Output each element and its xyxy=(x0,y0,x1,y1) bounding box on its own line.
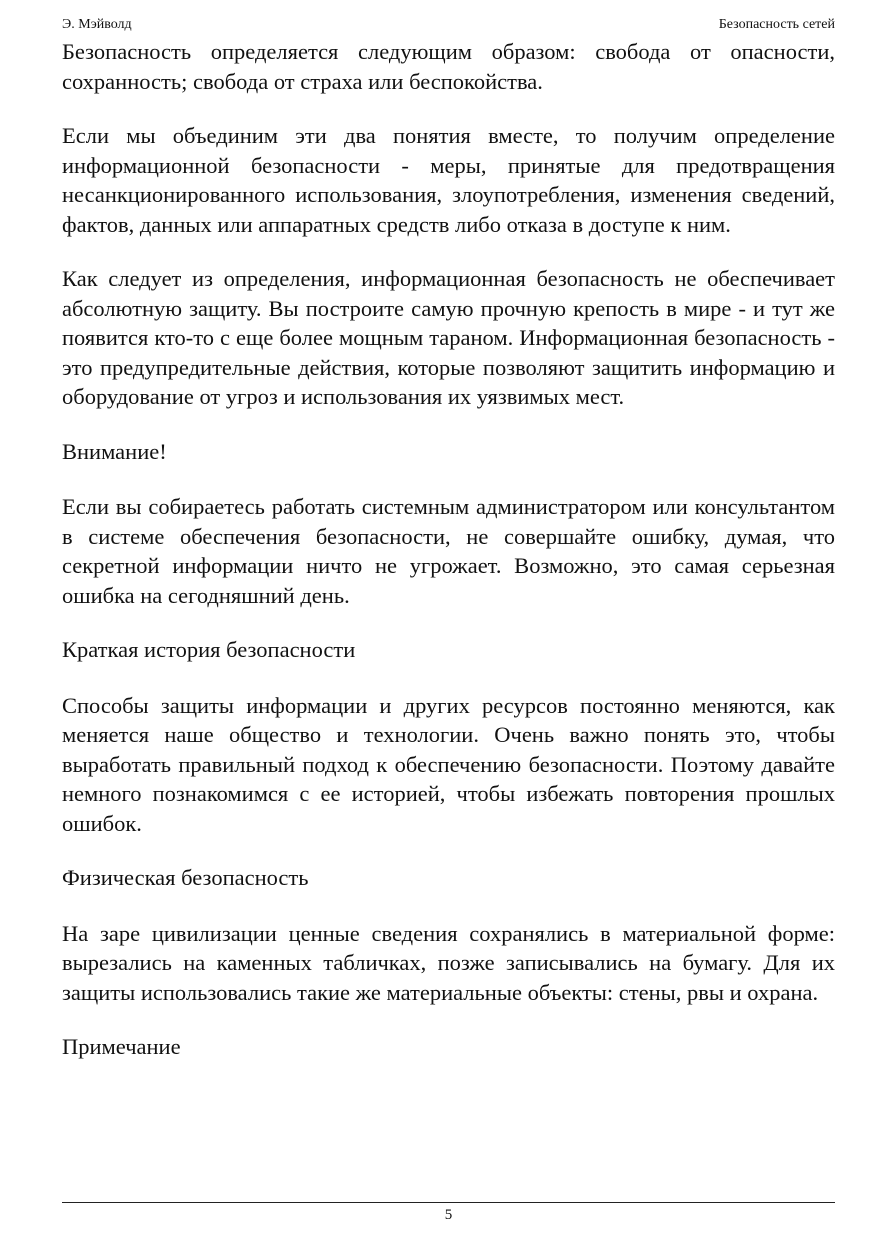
paragraph-infosec-definition: Если мы объединим эти два понятия вместе, то получим определение информационной безопасности - меры, принятые для предотвращения несанкционированного использования, злоупотребления, изменения сведений, фактов, данных или аппаратных средств либо отказа в доступе к ним. xyxy=(62,123,835,237)
paragraph-no-absolute-protection: Как следует из определения, информационная безопасность не обеспечивает абсолютную защиту. Вы построите самую прочную крепость в мире - и тут же появится кто-то с еще более мощным тараном. Информационная безопасность - это предупредительные действия, которые позволяют защитить информацию и оборудование от угроз и использования их уязвимых мест. xyxy=(62,266,835,409)
heading-attention: Внимание! xyxy=(62,438,167,464)
body-text xyxy=(62,37,835,1088)
heading-physical-security: Физическая безопасность xyxy=(62,865,309,890)
page-header xyxy=(62,15,835,35)
heading-short-history: Краткая история безопасности xyxy=(62,637,356,662)
paragraph-physical-security-text: На заре цивилизации ценные сведения сохранялись в материальной форме: вырезались на каменных табличках, позже записывались на бумагу. Для их защиты использовались такие же материальные объекты: стены, рвы и охрана. xyxy=(62,920,835,1005)
heading-note: Примечание xyxy=(62,1034,181,1059)
paragraph-history-text: Способы защиты информации и других ресурсов постоянно меняются, как меняется наше общество и технологии. Очень важно понять это, чтобы выработать правильный подход к обеспечению безопасности. Поэтому давайте немного познакомимся с ее историей, чтобы избежать повторения прошлых ошибок. xyxy=(62,692,835,836)
paragraph-attention-text: Если вы собираетесь работать системным администратором или консультантом в системе обеспечения безопасности, не совершайте ошибку, думая, что секретной информации ничто не угрожает. Возможно, это самая серьезная ошибка на сегодняшний день. xyxy=(62,494,835,608)
document-page xyxy=(62,0,835,1241)
header-author: Э. Мэйволд xyxy=(62,17,132,32)
header-title: Безопасность сетей xyxy=(718,17,835,32)
footer-divider xyxy=(62,1202,835,1203)
page-number: 5 xyxy=(444,1207,453,1223)
paragraph-definition: Безопасность определяется следующим образом: свобода от опасности, сохранность; свобода от страха или беспокойства. xyxy=(62,39,835,94)
